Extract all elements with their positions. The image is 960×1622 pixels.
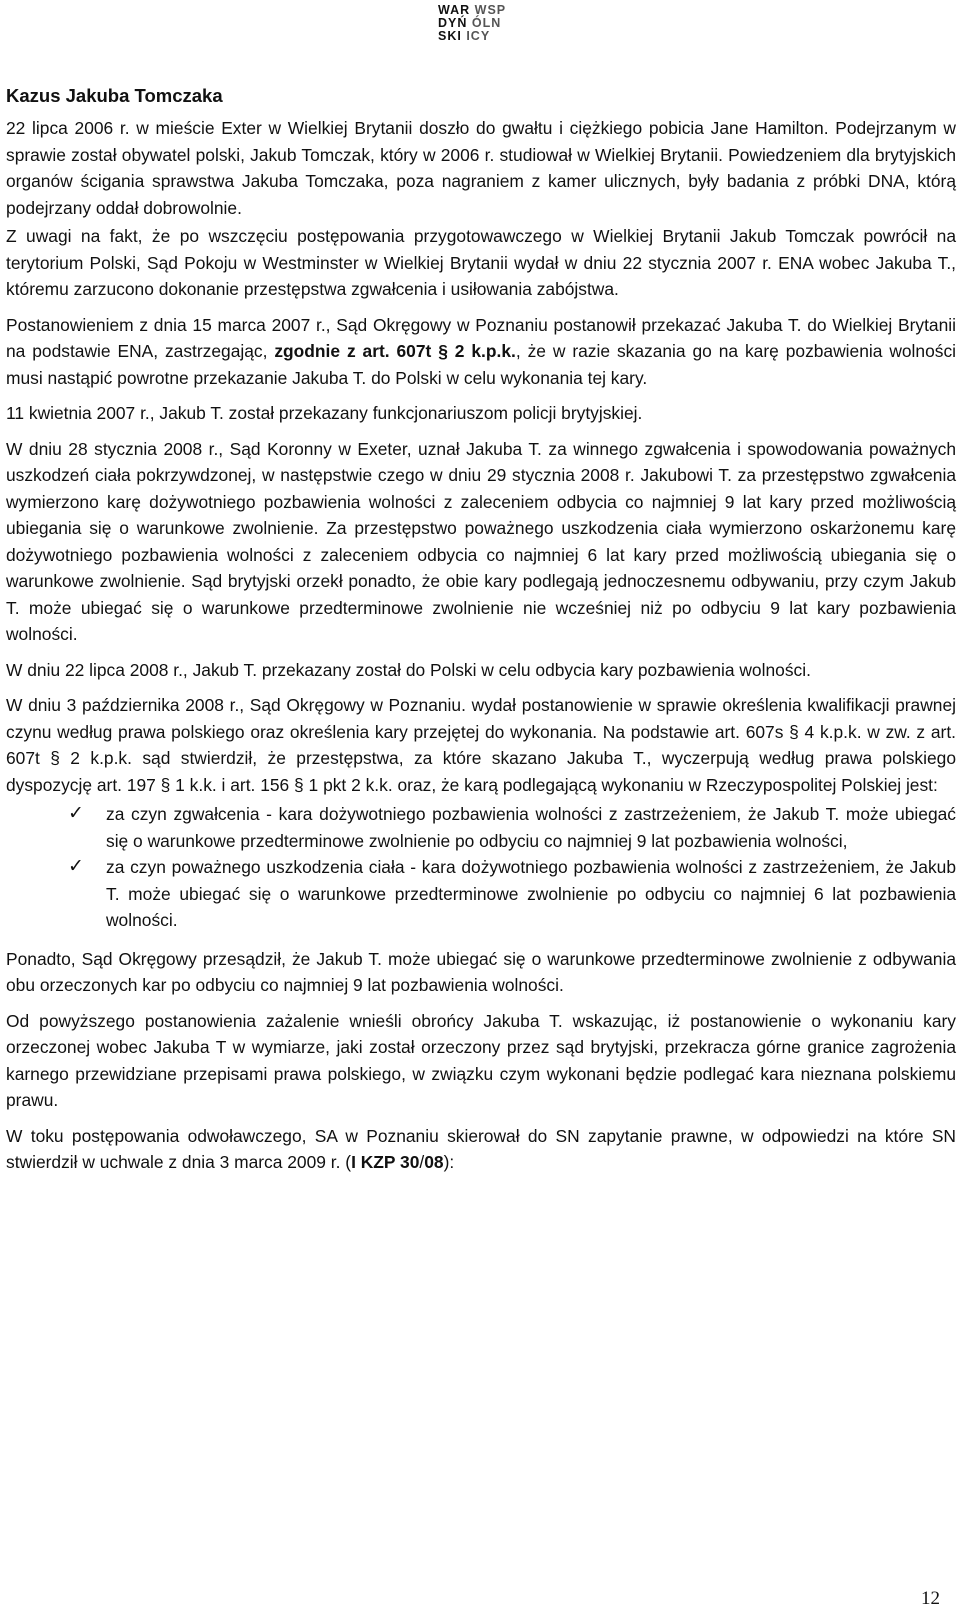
paragraph-8: Ponadto, Sąd Okręgowy przesądził, że Jakub T. może ubiegać się o warunkowe przedterminowe zwolnienie z odbywania obu orzeczonych kar po odbyciu co najmniej 9 lat pozbawienia wolności. (6, 948, 956, 995)
paragraph-6: W dniu 22 lipca 2008 r., Jakub T. przekazany został do Polski w celu odbycia kary pozbawienia wolności. (6, 659, 811, 680)
page-number: 12 (921, 1588, 940, 1609)
logo-text-left-3: SKI (438, 29, 462, 43)
checkmark-icon: ✓ (68, 803, 84, 824)
paragraph-5: W dniu 28 stycznia 2008 r., Sąd Koronny w Exeter, uznał Jakuba T. za winnego zgwałcenia i spowodowania poważnych uszkodzeń ciała pokrzywdzonej, w następstwie czego w dniu 29 stycznia 2008 r. Jakubowi T. za przestępstwo zgwałcenia wymierzono karę dożywotniego pozbawienia wolności z zaleceniem odbycia co najmniej 9 lat kary przed możliwością ubiegania się o warunkowe zwolnienie. Za przestępstwo poważnego uszkodzenia ciała wymierzono oskarżonemu karę dożywotniego pozbawienia wolności z zaleceniem odbycia co najmniej 6 lat kary przed możliwością ubiegania się o warunkowe zwolnienie. Sąd brytyjski orzekł ponadto, że obie kary podlegają jednoczesnemu odbywaniu, przy czym Jakub T. może ubiegać się o warunkowe przedterminowe zwolnienie nie wcześniej niż po odbyciu 9 lat kary pozbawienia wolności. (6, 438, 956, 644)
paragraph-9: Od powyższego postanowienia zażalenie wnieśli obrońcy Jakuba T. wskazując, iż postanowienie o wykonaniu kary orzeczonej wobec Jakuba T w wymiarze, jaki został orzeczony przez sąd brytyjski, przekracza górne granice zagrożenia karnego przewidziane przepisami prawa polskiego, w związku czym wykonani będzie podlegać kara nieznana polskiemu prawu. (6, 1010, 956, 1110)
list-item (68, 801, 956, 854)
logo-text-right-2: ÓLN (471, 16, 502, 30)
document-title: Kazus Jakuba Tomczaka (6, 85, 223, 106)
logo-text-right-1: WSP (474, 3, 507, 17)
logo-text-right-3: ICY (466, 29, 491, 43)
bold-citation: zgodnie z art. 607t § 2 k.p.k. (274, 341, 516, 361)
list-item (68, 854, 956, 934)
paragraph-4: 11 kwietnia 2007 r., Jakub T. został przekazany funkcjonariuszom policji brytyjskiej. (6, 403, 643, 423)
list-item-text: za czyn poważnego uszkodzenia ciała - kara dożywotniego pozbawienia wolności z zastrzeżeniem, że Jakub T. może ubiegać się o warunkowe przedterminowe zwolnienie po odbyciu co najmniej 6 lat pozbawienia wolności. (106, 857, 956, 930)
logo-text-left-2: DYŃ (438, 16, 468, 30)
wardynski-logo (438, 4, 528, 44)
paragraph-7: W dniu 3 października 2008 r., Sąd Okręgowy w Poznaniu. wydał postanowienie w sprawie określenia kwalifikacji prawnej czynu według prawa polskiego oraz określenia kary przejętej do wykonania. Na podstawie art. 607s § 4 k.p.k. w zw. z art. 607t § 2 k.p.k. sąd stwierdził, że przestępstwa, za które skazano Jakuba T., wyczerpują według prawa polskiego dyspozycję art. 197 § 1 k.k. i art. 156 § 1 pkt 2 k.k. oraz, że karą podlegającą wykonaniu w Rzeczypospolitej Polskiej jest: (6, 695, 956, 795)
logo-text-left-1: WAR (438, 3, 471, 17)
paragraph-1: 22 lipca 2006 r. w mieście Exter w Wielkiej Brytanii doszło do gwałtu i ciężkiego pobicia Jane Hamilton. Podejrzanym w sprawie został obywatel polski, Jakub Tomczak, który w 2006 r. studiował w Wielkiej Brytanii. Powiedzeniem dla brytyjskich organów ścigania sprawstwa Jakuba Tomczaka, poza nagraniem z kamer ulicznych, były badania z próbki DNA, którą podejrzany oddał dobrowolnie. (6, 118, 956, 218)
checkmark-icon: ✓ (68, 856, 84, 877)
paragraph-3: Postanowieniem z dnia 15 marca 2007 r., Sąd Okręgowy w Poznaniu postanowił przekazać Jakuba T. do Wielkiej Brytanii na podstawie ENA, zastrzegając, zgodnie z art. 607t § 2 k.p.k., że w razie skazania go na karę pozbawienia wolności musi nastąpić powrotne przekazanie Jakuba T. do Polski w celu wykonania tej kary. (6, 314, 957, 388)
paragraph-10: W toku postępowania odwoławczego, SA w Poznaniu skierował do SN zapytanie prawne, w odpowiedzi na które SN stwierdził w uchwale z dnia 3 marca 2009 r. (I KZP 30/08): (6, 1125, 956, 1172)
paragraph-2: Z uwagi na fakt, że po wszczęciu postępowania przygotowawczego w Wielkiej Brytanii Jakub Tomczak powrócił na terytorium Polski, Sąd Pokoju w Westminster w Wielkiej Brytanii wydał w dniu 22 stycznia 2007 r. ENA wobec Jakuba T., któremu zarzucono dokonanie przestępstwa zgwałcenia i usiłowania zabójstwa. (6, 226, 956, 299)
penalty-checklist (6, 801, 956, 934)
case-number: I KZP 30 (351, 1152, 420, 1172)
list-item-text: za czyn zgwałcenia - kara dożywotniego pozbawienia wolności z zastrzeżeniem, że Jakub T. może ubiegać się o warunkowe przedterminowe zwolnienie po odbyciu co najmniej 9 lat pozbawienia wolności, (106, 804, 956, 851)
document-body (6, 83, 956, 1185)
